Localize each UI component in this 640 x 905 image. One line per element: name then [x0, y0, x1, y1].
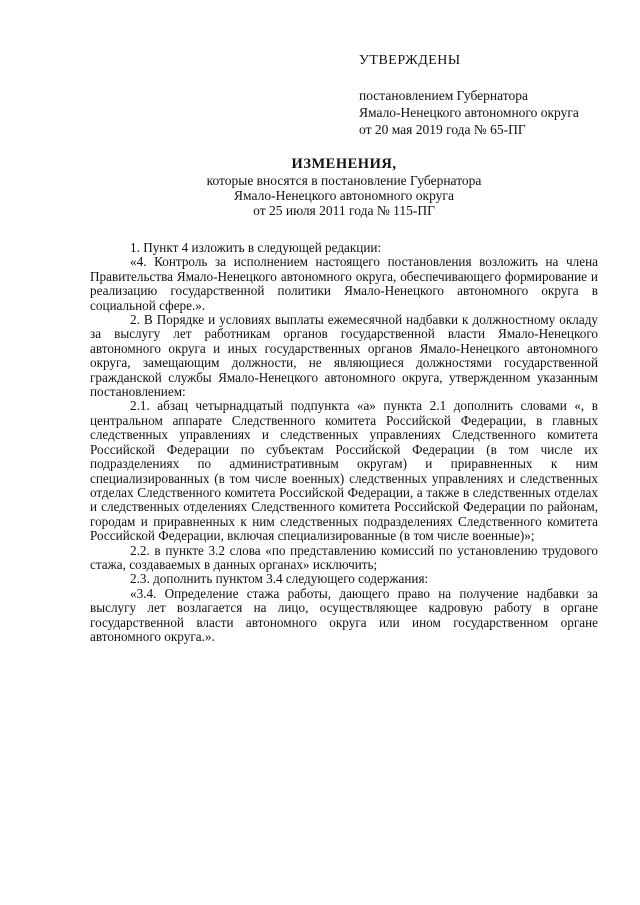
- approval-line: от 20 мая 2019 года № 65-ПГ: [359, 122, 526, 137]
- approval-block: [359, 52, 629, 138]
- approval-line: постановлением Губернатора: [359, 88, 528, 103]
- heading-line: от 25 июля 2011 года № 115-ПГ: [253, 203, 435, 218]
- paragraph-item-2-3: 2.3. дополнить пунктом 3.4 следующего содержания:: [130, 571, 429, 587]
- heading-line: Ямало-Ненецкого автономного округа: [234, 188, 454, 203]
- paragraph-item-3-4-text: «3.4. Определение стажа работы, дающего право на получение надбавки за выслугу лет возлагается на лицо, осуществляющее кадровую работу в органе государственной власти автономного округа или ином государственном органе автономного округа.».: [90, 585, 598, 644]
- approval-title: УТВЕРЖДЕНЫ: [359, 53, 461, 68]
- document-body: [90, 241, 598, 644]
- heading-line: которые вносятся в постановление Губернатора: [206, 173, 482, 188]
- document-heading: [90, 157, 598, 218]
- paragraph-item-2-2: 2.2. в пункте 3.2 слова «по представлению комиссий по установлению трудового стажа, создаваемых в данных органах» исключить;: [90, 542, 598, 572]
- paragraph-item-2-1: 2.1. абзац четырнадцатый подпункта «а» пункта 2.1 дополнить словами «, в центральном аппарате Следственного комитета Российской Федерации, в главных следственных управлениях и следственных управлениях Следственного комитета Российской Федерации по субъектам Российской Федерации (в том числе их подразделениях по административным округам) и приравненных к ним специализированных (в том числе военных) следственных управлениях и следственных отделах Следственного комитета Российской Федерации, а также в следственных отделах и следственных отделениях Следственного комитета Российской Федерации по районам, городам и приравненных к ним следственных подразделениях Следственного комитета Российской Федерации, включая специализированные (в том числе военные)»;: [90, 398, 598, 544]
- approval-line: Ямало-Ненецкого автономного округа: [359, 105, 579, 120]
- paragraph-item-4-text: «4. Контроль за исполнением настоящего постановления возложить на члена Правительства Ямало-Ненецкого автономного округа, обеспечивающего формирование и реализацию государственной политики Ямало-Ненецкого автономного округа в социальной сфере.».: [90, 254, 598, 313]
- paragraph-item-1: 1. Пункт 4 изложить в следующей редакции:: [130, 240, 382, 255]
- paragraph-item-2: 2. В Порядке и условиях выплаты ежемесячной надбавки к должностному окладу за выслугу лет работникам органов государственной власти Ямало-Ненецкого автономного округа и иных государственных органов Ямало-Ненецкого автономного округа, замещающим должности, не являющиеся должностями государственной гражданской службы Ямало-Ненецкого автономного округа, утвержденном указанным постановлением:: [90, 312, 598, 400]
- document-title: ИЗМЕНЕНИЯ,: [291, 156, 397, 172]
